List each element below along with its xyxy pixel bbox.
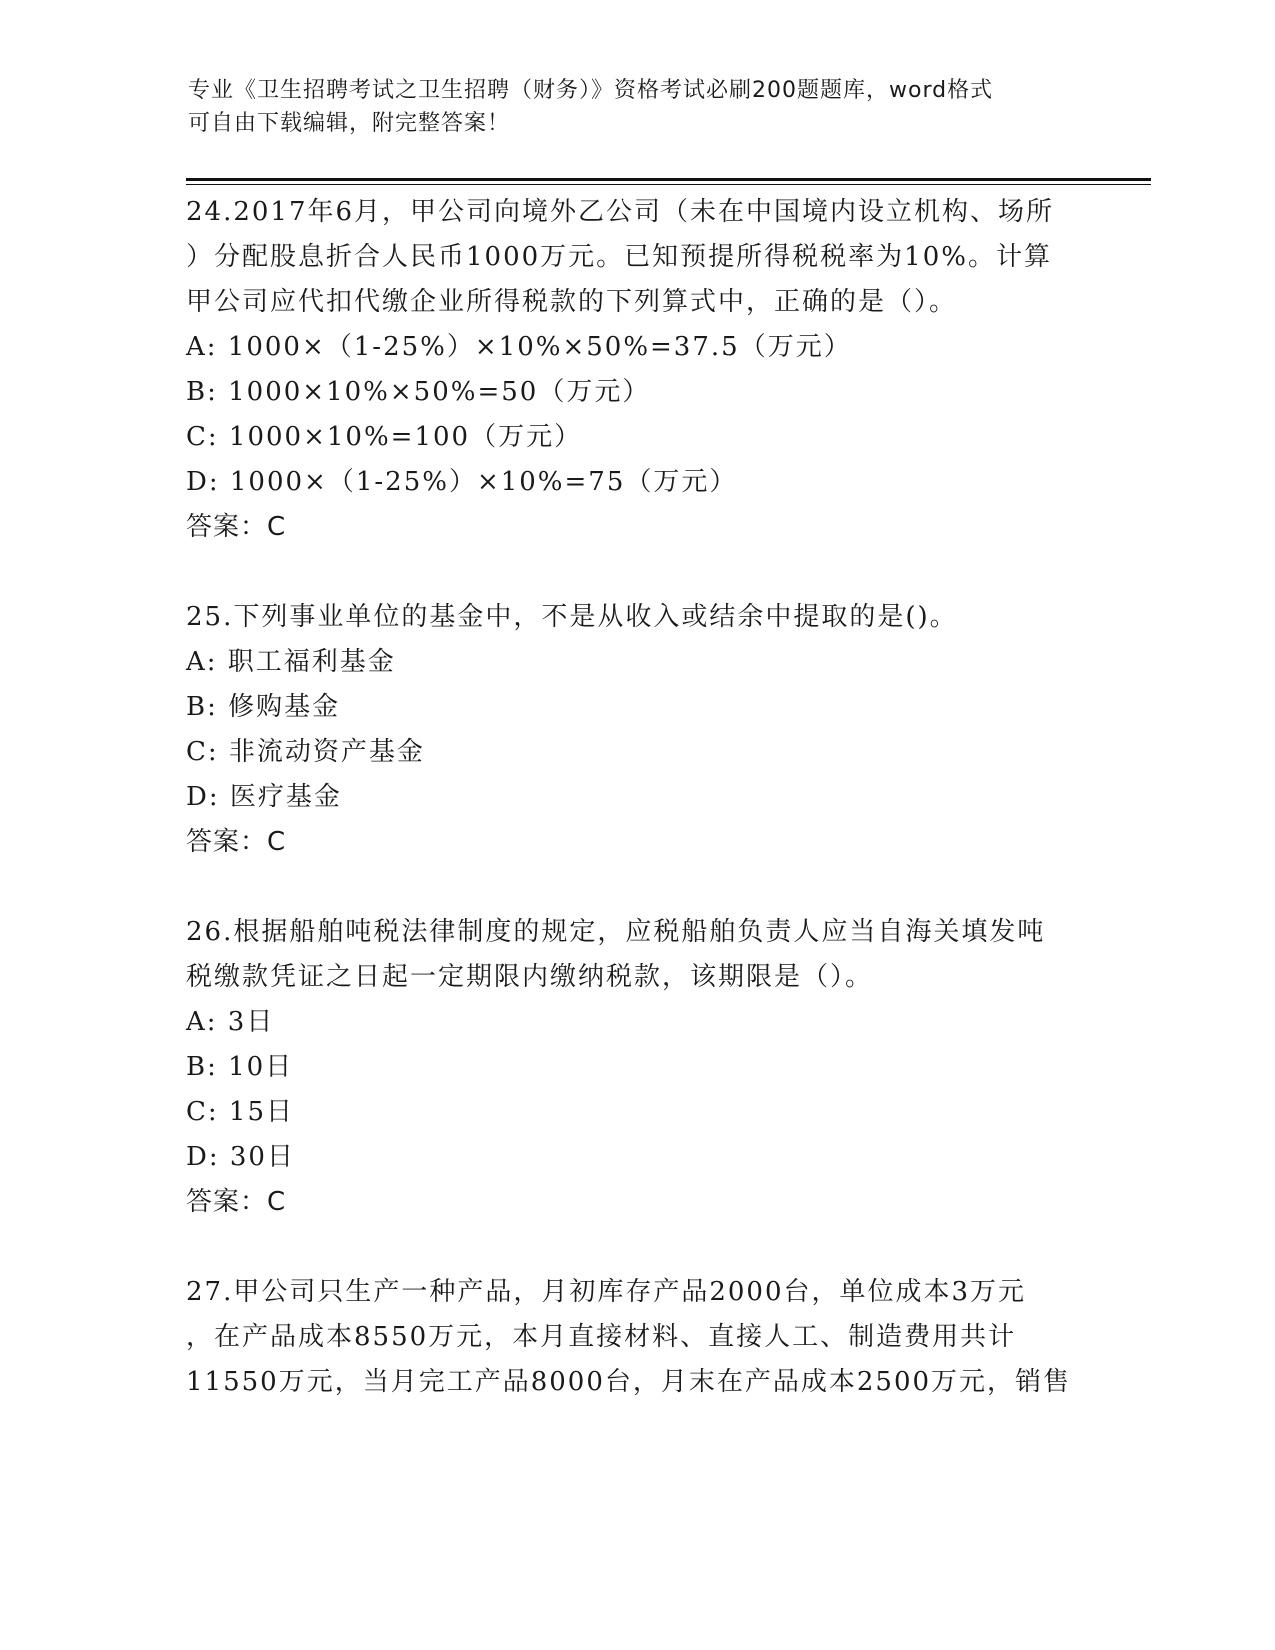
option-a: A: 1000×（1-25%）×10%×50%=37.5（万元） [186, 332, 852, 362]
question-stem-line: 税缴款凭证之日起一定期限内缴纳税款，该期限是（）。 [186, 962, 874, 992]
option-b: B: 修购基金 [186, 692, 341, 722]
question-stem-line: 25.下列事业单位的基金中，不是从收入或结余中提取的是()。 [186, 602, 958, 632]
option-a: A: 3日 [186, 1007, 275, 1037]
question-stem-line: 26.根据船舶吨税法律制度的规定，应税船舶负责人应当自海关填发吨 [186, 917, 1046, 947]
option-b: B: 1000×10%×50%=50（万元） [186, 377, 651, 407]
question-stem-line: ，在产品成本8550万元，本月直接材料、直接人工、制造费用共计 [186, 1322, 1017, 1352]
question-stem-line: 24.2017年6月，甲公司向境外乙公司（未在中国境内设立机构、场所 [186, 197, 1055, 227]
option-a: A: 职工福利基金 [186, 647, 396, 677]
option-c: C: 1000×10%=100（万元） [186, 422, 583, 452]
question-25 [186, 595, 1086, 865]
question-list [186, 190, 1086, 1450]
answer-line: 答案：C [186, 1187, 287, 1217]
question-24 [186, 190, 1086, 550]
header-line-1: 专业《卫生招聘考试之卫生招聘（财务）》资格考试必刷200题题库，word格式 [188, 78, 994, 103]
answer-line: 答案：C [186, 512, 287, 542]
document-header [188, 74, 1088, 140]
question-27 [186, 1270, 1086, 1405]
question-26 [186, 910, 1086, 1225]
option-d: D: 30日 [186, 1142, 295, 1172]
option-c: C: 非流动资产基金 [186, 737, 425, 767]
option-d: D: 医疗基金 [186, 782, 342, 812]
header-line-2: 可自由下载编辑，附完整答案！ [188, 111, 511, 136]
option-d: D: 1000×（1-25%）×10%=75（万元） [186, 467, 738, 497]
header-rule-thin [186, 184, 1151, 185]
option-c: C: 15日 [186, 1097, 295, 1127]
header-rule-thick [186, 178, 1151, 181]
question-stem-line: ）分配股息折合人民币1000万元。已知预提所得税税率为10%。计算 [186, 242, 1052, 272]
option-b: B: 10日 [186, 1052, 294, 1082]
question-stem-line: 甲公司应代扣代缴企业所得税款的下列算式中，正确的是（）。 [186, 287, 958, 317]
question-stem-line: 27.甲公司只生产一种产品，月初库存产品2000台，单位成本3万元 [186, 1277, 1027, 1307]
question-stem-line: 11550万元，当月完工产品8000台，月末在产品成本2500万元，销售 [186, 1367, 1072, 1397]
answer-line: 答案：C [186, 827, 287, 857]
